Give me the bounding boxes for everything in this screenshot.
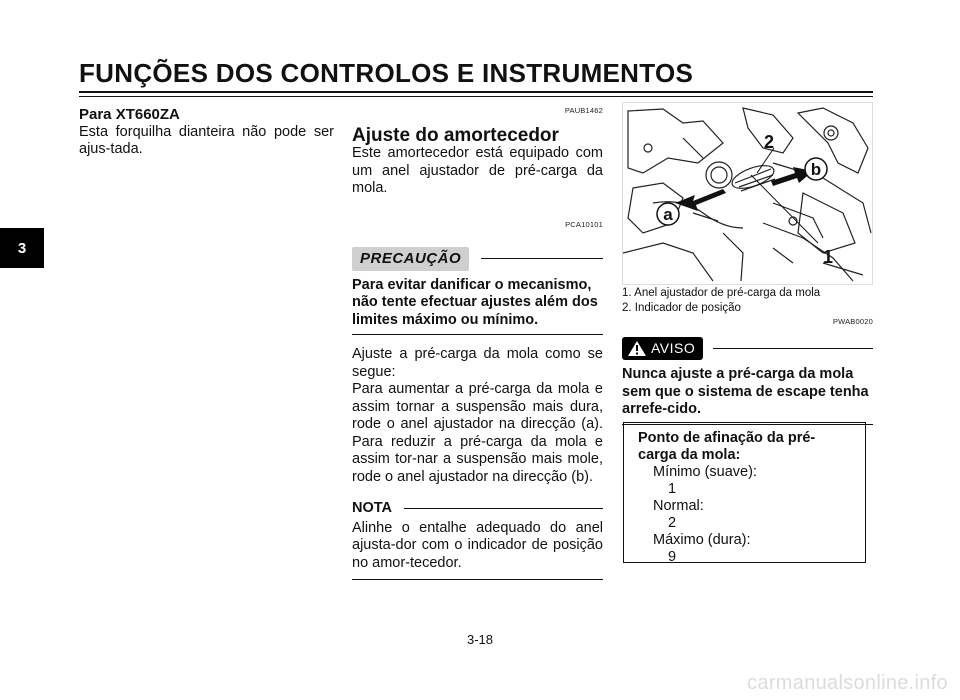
caution-rule bbox=[481, 258, 603, 259]
note-label: NOTA bbox=[352, 500, 393, 516]
spec-min-label: Mínimo (suave): bbox=[653, 464, 757, 480]
caution-header bbox=[352, 247, 603, 271]
caution-code: PCA10101 bbox=[565, 219, 603, 229]
chapter-tab: 3 bbox=[0, 228, 44, 268]
caution-end-rule bbox=[352, 334, 603, 335]
figure-label-b: b bbox=[810, 160, 822, 179]
page-header-title: FUNÇÕES DOS CONTROLOS E INSTRUMENTOS bbox=[79, 58, 694, 88]
spec-normal-value: 2 bbox=[668, 515, 677, 531]
note-text: Alinhe o entalhe adequado do anel ajusta-dor com o indicador de posição no amor-tecedor. bbox=[352, 519, 603, 571]
figure-caption-1: 1. Anel ajustador de pré-carga da mola bbox=[622, 287, 821, 299]
note-header bbox=[352, 500, 603, 518]
column-middle bbox=[352, 102, 603, 580]
figure-callout-2: 2 bbox=[763, 132, 775, 152]
model-note-text: Esta forquilha dianteira não pode ser ajus-tada. bbox=[79, 123, 334, 157]
caution-badge: PRECAUÇÃO bbox=[352, 247, 469, 271]
warning-text: Nunca ajuste a pré-carga da mola sem que o sistema de escape tenha arrefe-cido. bbox=[622, 366, 869, 417]
note-rule bbox=[404, 508, 603, 509]
preload-spec-box bbox=[623, 422, 866, 563]
adjust-directions: Para aumentar a pré-carga da mola e assim tornar a suspensão mais dura, rode o anel ajustador na direcção (a). Para reduzir a pré-carga da mola e assim tor-nar a suspensão mais mole, rode o anel ajustador na direcção (b). bbox=[352, 381, 603, 485]
spec-title: Ponto de afinação da pré-carga da mola: bbox=[638, 430, 816, 463]
header-rule bbox=[79, 91, 873, 93]
spec-max-value: 9 bbox=[668, 549, 677, 565]
shock-absorber-illustration bbox=[622, 102, 873, 285]
warning-label: AVISO bbox=[651, 339, 696, 356]
figure-label-a: a bbox=[663, 205, 673, 224]
warning-code: PWAB0020 bbox=[832, 317, 873, 326]
illustration-drawing bbox=[623, 103, 872, 284]
spec-min-value: 1 bbox=[668, 481, 677, 497]
warning-triangle-icon bbox=[628, 341, 646, 356]
adjust-instructions: Ajuste a pré-carga da mola como se segue: bbox=[352, 346, 603, 380]
figure-caption-2: 2. Indicador de posição bbox=[622, 302, 741, 314]
warning-header bbox=[622, 337, 873, 361]
column-right bbox=[622, 102, 873, 425]
section-heading: Ajuste do amortecedor bbox=[352, 124, 559, 146]
header-rule-thin bbox=[79, 96, 873, 97]
caution-text: Para evitar danificar o mecanismo, não tente efectuar ajustes além dos limites máximo ou mínimo. bbox=[352, 276, 598, 328]
column-left bbox=[79, 106, 334, 159]
page-number: 3-18 bbox=[466, 632, 494, 647]
model-heading: Para XT660ZA bbox=[79, 106, 180, 123]
intro-text: Este amortecedor está equipado com um anel ajustador de pré-carga da mola. bbox=[352, 145, 603, 196]
warning-badge bbox=[622, 337, 703, 361]
watermark: carmanualsonline.info bbox=[747, 672, 948, 694]
spec-normal-label: Normal: bbox=[653, 498, 704, 514]
section-code: PAUB1462 bbox=[564, 106, 603, 115]
note-end-rule bbox=[352, 579, 603, 580]
figure-callout-1: 1 bbox=[822, 247, 834, 267]
spec-max-label: Máximo (dura): bbox=[653, 532, 751, 548]
warning-rule bbox=[713, 348, 873, 349]
